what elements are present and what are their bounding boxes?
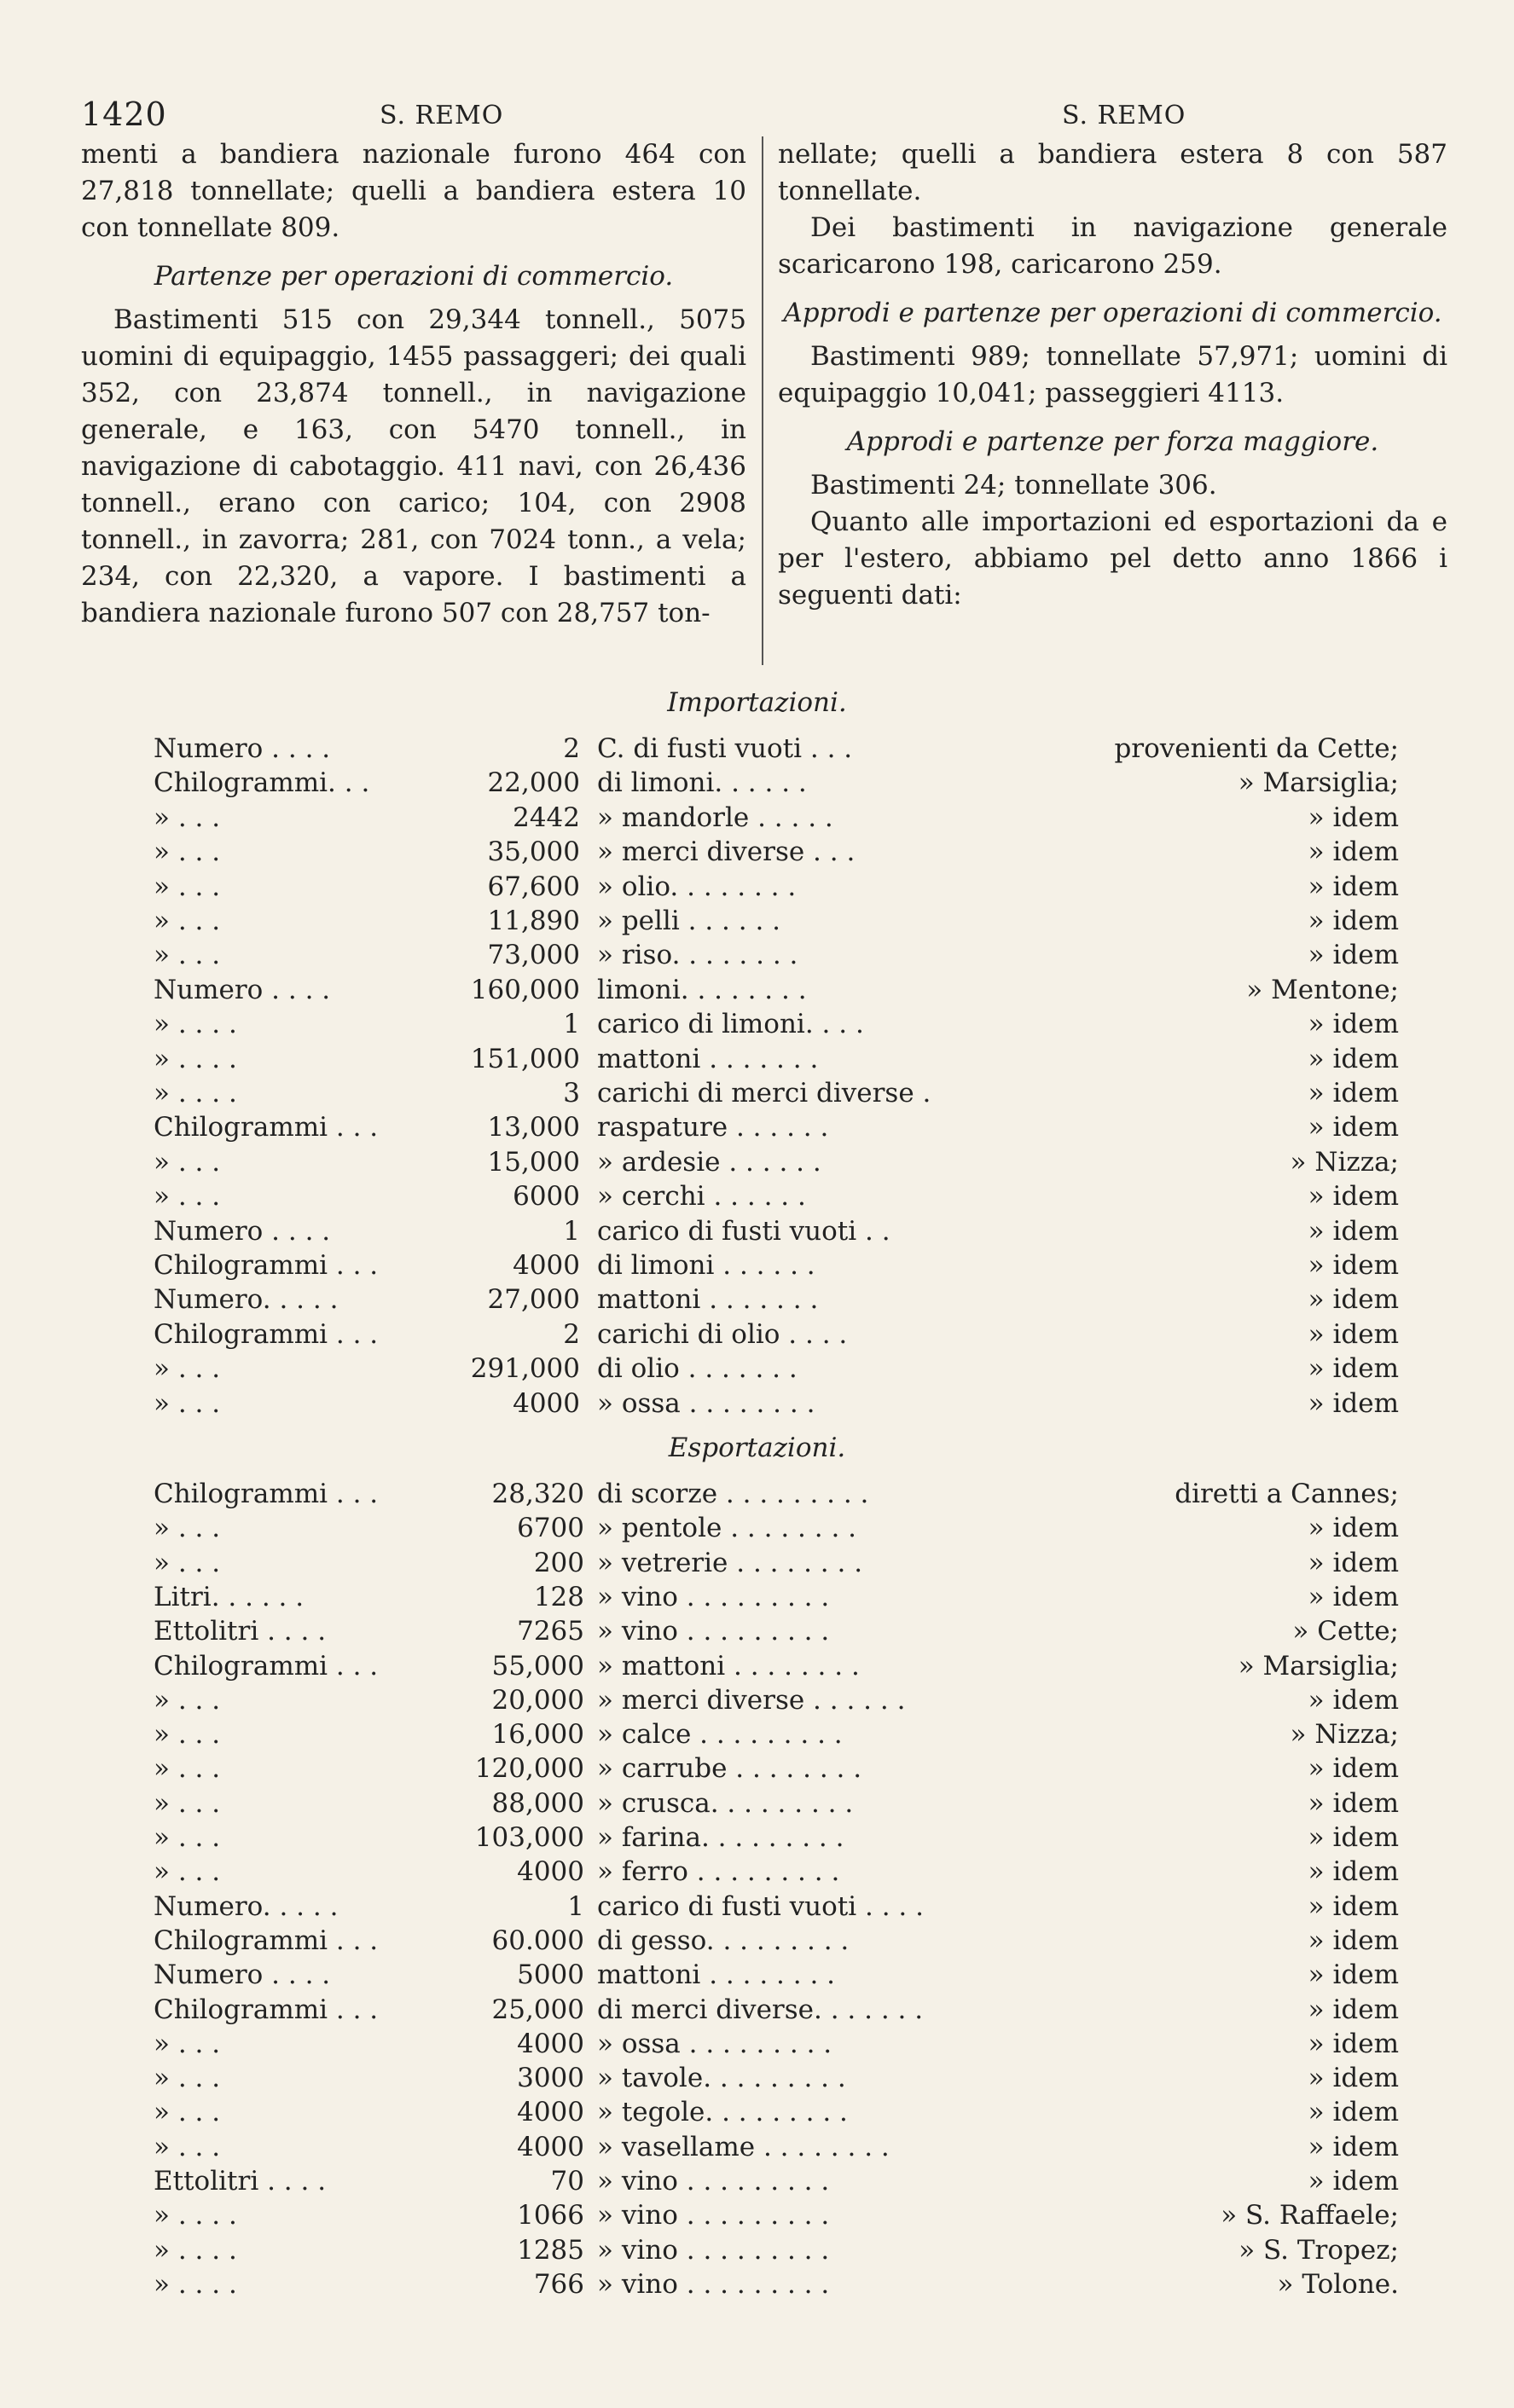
cell-unit: » . . . [154,1146,221,1178]
cell-dest: » idem [1308,906,1399,936]
cell-item: » vino . . . . . . . . . [597,2200,830,2231]
cell-qty: 73,000 [487,940,580,971]
cell-dest: » S. Raffaele; [1221,2200,1399,2231]
table-row [0,1216,1514,1250]
cell-item: » mandorle . . . . . [597,802,833,833]
table-row [0,1044,1514,1078]
cell-qty: 128 [533,1581,584,1612]
cell-item: » tegole. . . . . . . . . [597,2097,848,2128]
cell-item: di scorze . . . . . . . . . [597,1479,869,1509]
cell-qty: 6000 [513,1181,580,1213]
cell-unit: » . . . [154,1181,221,1213]
cell-item: » carrube . . . . . . . . [597,1753,862,1785]
cell-unit: » . . . . [154,2234,237,2266]
cell-qty: 27,000 [487,1284,580,1316]
table-row [0,836,1514,871]
cell-qty: 4000 [517,2028,584,2059]
running-title-left: S. REMO [380,101,504,130]
cell-qty: 2 [563,1318,580,1350]
table-row [0,1925,1514,1959]
table-row [0,1651,1514,1685]
cell-unit: » . . . [154,871,221,902]
cell-qty: 120,000 [474,1753,584,1785]
cell-unit: Numero. . . . . [154,1890,339,1922]
cell-qty: 28,320 [491,1479,584,1509]
cell-qty: 4000 [517,1856,584,1888]
cell-dest: » idem [1308,1318,1399,1350]
table-row [0,1891,1514,1925]
cell-qty: 11,890 [487,906,580,936]
cell-qty: 88,000 [491,1787,584,1819]
table-row [0,1959,1514,1994]
cell-unit: Chilogrammi . . . [154,1112,379,1143]
table-row [0,1719,1514,1753]
esportazioni-title: Esportazioni. [668,1433,846,1463]
cell-qty: 6700 [517,1513,584,1544]
table-row [0,906,1514,940]
cell-item: » olio. . . . . . . . [597,871,797,902]
cell-qty: 67,600 [487,871,580,902]
cell-item: » vino . . . . . . . . . [597,1581,830,1612]
cell-item: limoni. . . . . . . . [597,974,807,1005]
cell-unit: » . . . [154,1822,221,1853]
cell-unit: » . . . . [154,1043,237,1074]
table-row [0,1078,1514,1112]
right-subheading-forza-maggiore: Approdi e partenze per forza maggiore. [846,426,1379,457]
left-paragraph-2: Bastimenti 515 con 29,344 tonnell., 5075 uomini di equipaggio, 1455 passaggeri; dei quali 352, con 23,874 tonnell., in navigazione generale, e 163, con 5470 tonnell., in navigazione di cabotaggio. 411 navi, con 26,436 tonnell., erano con carico; 104, con 2908 tonnell., in zavorra; 281, con 7024 tonn., a vela; 234, con 22,320, a vapore. I bastimenti a bandiera nazionale furono 507 con 28,757 ton- [81,304,746,628]
cell-item: » vino . . . . . . . . . [597,2166,830,2197]
cell-qty: 160,000 [470,974,580,1005]
cell-dest: » Marsiglia; [1238,767,1399,799]
cell-qty: 15,000 [487,1146,580,1178]
cell-item: di merci diverse. . . . . . . [597,1994,924,2025]
cell-dest: » Cette; [1292,1616,1399,1647]
cell-item: » ardesie . . . . . . [597,1146,821,1178]
cell-unit: Litri. . . . . . [154,1581,305,1612]
table-row [0,1548,1514,1582]
cell-item: » mattoni . . . . . . . . [597,1650,860,1682]
table-row [0,2235,1514,2269]
cell-qty: 35,000 [487,836,580,868]
cell-item: raspature . . . . . . [597,1112,829,1143]
left-paragraph-1: menti a bandiera nazionale furono 464 con 27,818 tonnellate; quelli a bandiera estera 10 con tonnellate 809. [81,139,746,243]
right-column [778,136,1447,614]
cell-item: » vasellame . . . . . . . . [597,2131,890,2162]
table-row [0,940,1514,974]
cell-dest: » idem [1308,1250,1399,1281]
cell-unit: » . . . [154,802,221,833]
table-row [0,1822,1514,1856]
cell-qty: 1 [567,1890,584,1922]
cell-item: mattoni . . . . . . . [597,1043,819,1074]
cell-item: » vetrerie . . . . . . . . [597,1547,863,1578]
table-row [0,1353,1514,1387]
cell-item: » calce . . . . . . . . . [597,1719,843,1751]
cell-qty: 1285 [517,2234,584,2266]
cell-item: » ossa . . . . . . . . . [597,2028,832,2059]
cell-dest: » idem [1308,1513,1399,1544]
cell-qty: 1 [563,1215,580,1247]
cell-dest: » Tolone. [1277,2268,1399,2300]
table-row [0,1582,1514,1616]
cell-unit: » . . . [154,1387,221,1419]
cell-dest: » idem [1308,871,1399,902]
cell-unit: Chilogrammi . . . [154,1479,379,1509]
cell-dest: » idem [1308,1078,1399,1108]
cell-dest: » Marsiglia; [1238,1650,1399,1682]
table-row [0,2200,1514,2234]
cell-dest: » Nizza; [1290,1146,1399,1178]
table-row [0,802,1514,836]
cell-unit: » . . . [154,1856,221,1888]
cell-dest: » idem [1308,1581,1399,1612]
cell-unit: » . . . [154,1513,221,1544]
cell-dest: » idem [1308,2063,1399,2094]
cell-item: carico di fusti vuoti . . [597,1215,890,1247]
cell-unit: Numero . . . . [154,974,331,1005]
cell-unit: » . . . [154,1547,221,1578]
cell-dest: » idem [1308,1215,1399,1247]
table-row [0,733,1514,767]
cell-item: carichi di merci diverse . [597,1078,931,1108]
cell-item: carico di limoni. . . . [597,1009,864,1040]
table-row [0,1616,1514,1650]
cell-item: di olio . . . . . . . [597,1353,798,1385]
cell-dest: » idem [1308,2097,1399,2128]
left-column [81,136,746,632]
cell-item: C. di fusti vuoti . . . [597,733,853,764]
left-subheading-partenze: Partenze per operazioni di commercio. [154,261,674,292]
cell-dest: » idem [1308,802,1399,833]
cell-item: » merci diverse . . . . . . [597,1684,906,1716]
running-title-right: S. REMO [1062,101,1186,130]
cell-unit: » . . . [154,940,221,971]
cell-qty: 25,000 [491,1994,584,2025]
column-divider [762,136,763,665]
cell-qty: 766 [533,2268,584,2300]
cell-unit: » . . . [154,2063,221,2094]
cell-unit: » . . . . [154,2200,237,2231]
table-row [0,1753,1514,1787]
table-row [0,2063,1514,2097]
cell-dest: » idem [1308,1684,1399,1716]
cell-dest: » idem [1308,1959,1399,1991]
cell-item: » ferro . . . . . . . . . [597,1856,840,1888]
cell-item: di gesso. . . . . . . . . [597,1925,850,1956]
cell-dest: » idem [1308,1994,1399,2025]
cell-dest: » idem [1308,1822,1399,1853]
table-row [0,1009,1514,1043]
cell-dest: » idem [1308,1043,1399,1074]
table-row [0,1479,1514,1513]
cell-unit: Chilogrammi . . . [154,1650,379,1682]
table-row [0,1112,1514,1146]
cell-unit: » . . . [154,1753,221,1785]
table-row [0,871,1514,906]
right-subheading-approdi: Approdi e partenze per operazioni di commercio. [783,298,1442,328]
cell-unit: » . . . [154,2097,221,2128]
cell-qty: 3 [563,1078,580,1108]
cell-item: » riso. . . . . . . . [597,940,798,971]
cell-unit: » . . . [154,906,221,936]
cell-unit: Ettolitri . . . . [154,1616,327,1647]
page-number: 1420 [81,96,167,133]
right-paragraph-4: Bastimenti 24; tonnellate 306. [810,470,1217,501]
cell-unit: Chilogrammi . . . [154,1318,379,1350]
cell-unit: » . . . [154,2131,221,2162]
right-paragraph-5: Quanto alle importazioni ed esportazioni da e per l'estero, abbiamo pel detto anno 1866 i seguenti dati: [778,506,1447,611]
cell-item: » merci diverse . . . [597,836,856,868]
cell-qty: 60.000 [491,1925,584,1956]
cell-unit: Numero. . . . . [154,1284,339,1316]
table-row [0,2269,1514,2303]
table-row [0,2029,1514,2063]
cell-item: » ossa . . . . . . . . [597,1387,815,1419]
cell-qty: 4000 [517,2097,584,2128]
cell-qty: 2442 [513,802,580,833]
cell-dest: » idem [1308,836,1399,868]
cell-dest: » S. Tropez; [1238,2234,1399,2266]
cell-qty: 4000 [513,1387,580,1419]
cell-unit: » . . . . [154,2268,237,2300]
cell-item: » farina. . . . . . . . . [597,1822,844,1853]
table-row [0,975,1514,1009]
right-paragraph-3: Bastimenti 989; tonnellate 57,971; uomini di equipaggio 10,041; passeggieri 4113. [778,341,1447,408]
cell-unit: » . . . . [154,1009,237,1040]
table-row [0,1685,1514,1719]
cell-dest: » idem [1308,1925,1399,1956]
cell-qty: 7265 [517,1616,584,1647]
cell-qty: 2 [563,733,580,764]
cell-dest: » idem [1308,1284,1399,1316]
cell-item: carichi di olio . . . . [597,1318,848,1350]
cell-dest: » idem [1308,1547,1399,1578]
cell-qty: 1 [563,1009,580,1040]
cell-unit: Chilogrammi. . . [154,767,370,799]
cell-unit: Numero . . . . [154,733,331,764]
cell-dest: » idem [1308,1009,1399,1040]
cell-item: » pentole . . . . . . . . [597,1513,857,1544]
importazioni-title: Importazioni. [667,687,847,718]
right-paragraph-2: Dei bastimenti in navigazione generale scaricarono 198, caricarono 259. [778,212,1447,280]
table-row [0,2132,1514,2166]
cell-item: mattoni . . . . . . . . [597,1959,835,1991]
cell-qty: 1066 [517,2200,584,2231]
cell-qty: 103,000 [474,1822,584,1853]
table-row [0,1856,1514,1890]
table-row [0,2166,1514,2200]
cell-item: » cerchi . . . . . . [597,1181,806,1213]
cell-dest: » idem [1308,1856,1399,1888]
table-row [0,1994,1514,2029]
cell-unit: » . . . [154,1684,221,1716]
cell-unit: » . . . [154,2028,221,2059]
cell-dest: » idem [1308,1353,1399,1385]
cell-unit: » . . . . [154,1078,237,1108]
cell-item: » vino . . . . . . . . . [597,2268,830,2300]
cell-qty: 4000 [517,2131,584,2162]
cell-item: » pelli . . . . . . [597,906,781,936]
cell-qty: 70 [550,2166,584,2197]
cell-qty: 5000 [517,1959,584,1991]
cell-dest: » idem [1308,1787,1399,1819]
right-paragraph-1: nellate; quelli a bandiera estera 8 con 587 tonnellate. [778,139,1447,206]
cell-dest: » idem [1308,1181,1399,1213]
cell-qty: 151,000 [470,1043,580,1074]
table-row [0,1181,1514,1215]
table-row [0,767,1514,802]
cell-unit: » . . . [154,1353,221,1385]
cell-dest: » idem [1308,1387,1399,1419]
table-row [0,1513,1514,1547]
cell-item: » tavole. . . . . . . . . [597,2063,846,2094]
cell-dest: diretti a Cannes; [1175,1479,1399,1509]
cell-qty: 16,000 [491,1719,584,1751]
cell-item: » vino . . . . . . . . . [597,2234,830,2266]
cell-item: mattoni . . . . . . . [597,1284,819,1316]
cell-qty: 291,000 [470,1353,580,1385]
cell-qty: 3000 [517,2063,584,2094]
table-row [0,2097,1514,2131]
table-row [0,1284,1514,1318]
cell-dest: provenienti da Cette; [1114,733,1399,764]
table-row [0,1788,1514,1822]
cell-qty: 22,000 [487,767,580,799]
cell-qty: 13,000 [487,1112,580,1143]
cell-unit: Chilogrammi . . . [154,1925,379,1956]
cell-dest: » Mentone; [1246,974,1399,1005]
table-row [0,1147,1514,1181]
table-row [0,1250,1514,1284]
cell-qty: 55,000 [491,1650,584,1682]
table-row [0,1319,1514,1353]
cell-dest: » idem [1308,1753,1399,1785]
cell-qty: 4000 [513,1250,580,1281]
cell-dest: » idem [1308,940,1399,971]
cell-item: di limoni. . . . . . [597,767,807,799]
cell-unit: Chilogrammi . . . [154,1250,379,1281]
cell-qty: 200 [533,1547,584,1578]
cell-dest: » idem [1308,2131,1399,2162]
cell-item: carico di fusti vuoti . . . . [597,1890,924,1922]
cell-dest: » Nizza; [1290,1719,1399,1751]
cell-unit: Numero . . . . [154,1215,331,1247]
cell-dest: » idem [1308,2166,1399,2197]
cell-unit: Chilogrammi . . . [154,1994,379,2025]
table-row [0,1388,1514,1422]
cell-dest: » idem [1308,1890,1399,1922]
cell-unit: » . . . [154,836,221,868]
cell-unit: Ettolitri . . . . [154,2166,327,2197]
cell-item: » crusca. . . . . . . . . [597,1787,854,1819]
cell-item: di limoni . . . . . . [597,1250,815,1281]
cell-unit: Numero . . . . [154,1959,331,1991]
cell-dest: » idem [1308,2028,1399,2059]
cell-qty: 20,000 [491,1684,584,1716]
cell-item: » vino . . . . . . . . . [597,1616,830,1647]
cell-unit: » . . . [154,1787,221,1819]
cell-dest: » idem [1308,1112,1399,1143]
cell-unit: » . . . [154,1719,221,1751]
